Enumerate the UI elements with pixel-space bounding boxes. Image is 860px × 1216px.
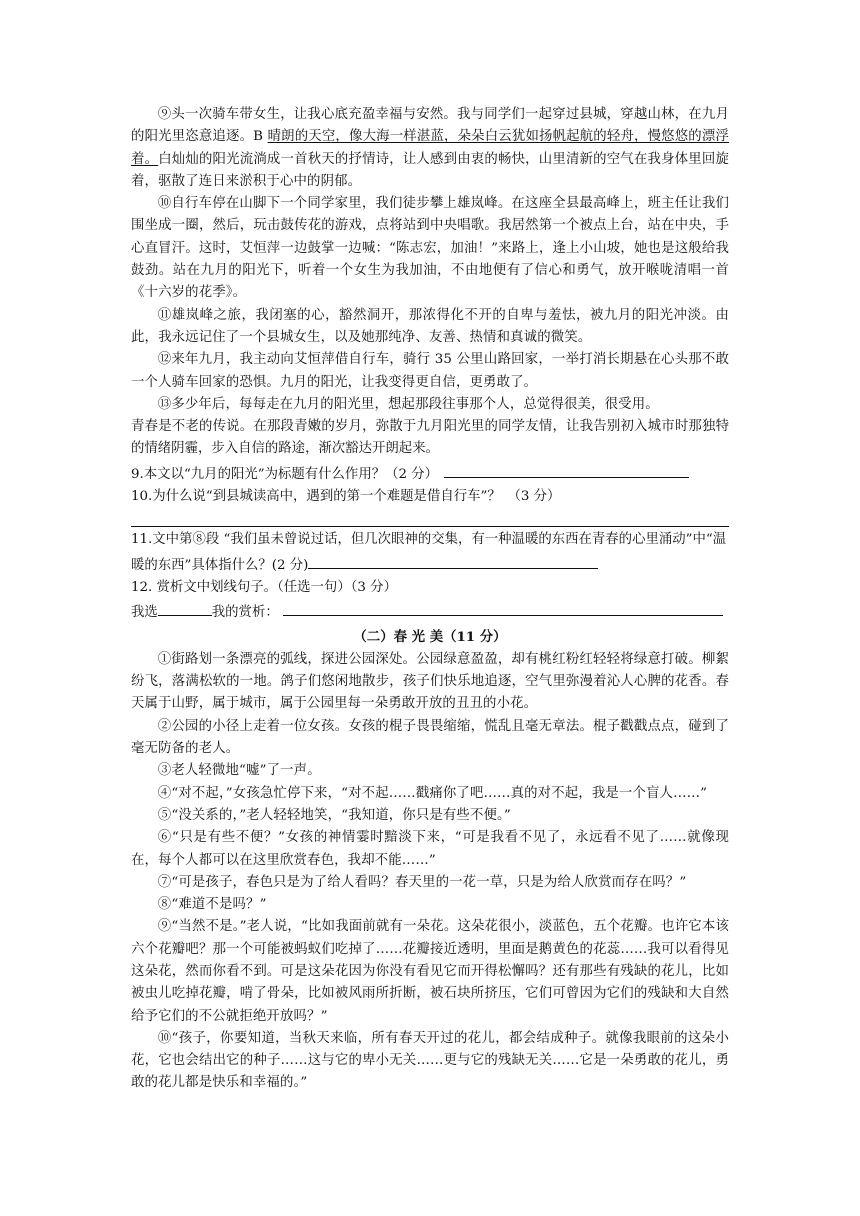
- paragraph-9: [131, 104, 729, 193]
- spring-paragraph-1: ①街路划一条漂亮的弧线，探进公园深处。公园绿意盈盈，却有桃红粉红轻轻将绿意打破。柳絮纷飞，落满松软的一地。鸽子们悠闲地散步，孩子们快乐地追逐，空气里弥漫着沁人心脾的花香。春天属于山野，属于城市，属于公园里每一朵勇敢开放的丑丑的小花。: [131, 651, 729, 712]
- question-10: 10.为什么说“到县城读高中，遇到的第一个难题是借自行车”？ （3 分）: [131, 489, 561, 505]
- section-title: （二）春 光 美（11 分）: [353, 628, 507, 645]
- paragraph-13-continued: 青春是不老的传说。在那段青嫩的岁月，弥散于九月阳光里的同学友情，让我告别初入城市时那独特的情绪阴霾，步入自信的路途，渐次豁达开朗起来。: [131, 419, 729, 457]
- underlined-sentence-b: 晴朗的天空，像大海一样湛蓝，朵朵白云犹如扬帆起航的轻舟，慢悠悠的漂浮着。: [131, 129, 729, 167]
- paragraph-12: ⑫来年九月，我主动向艾恒萍借自行车，骑行 35 公里山路回家，一举打消长期悬在心头那不敢一个人骑车回家的恐惧。九月的阳光，让我变得更自信，更勇敢了。: [131, 352, 729, 390]
- question-11-text: 11.文中第⑧段 “我们虽未曾说过话，但几次眼神的交集，有一种温暖的东西在青春的心里涌动”中“温暖的东西”具体指什么？(2 分): [131, 532, 727, 573]
- answer-blank-11[interactable]: [308, 552, 598, 569]
- spring-paragraph-8: ⑧“难道不是吗？”: [157, 897, 267, 913]
- question-12: 12. 赏析文中划线句子。（任选一句）（3 分）: [131, 579, 397, 595]
- choose-label: 我选: [131, 605, 158, 621]
- paragraph-10: ⑩自行车停在山脚下一个同学家里，我们徒步攀上雄岚峰。在这座全县最高峰上，班主任让我们围坐成一圈，然后，玩击鼓传花的游戏，点将站到中央唱歌。我居然第一个被点上台，站在中央，手心直冒汗。这时，艾恒萍一边鼓掌一边喊：“陈志宏，加油！”来路上，逢上小山坡，她也是这般给我鼓劲。站在九月的阳光下，听着一个女生为我加油，不由地便有了信心和勇气，放开喉咙清唱一首《十六岁的花季》。: [131, 196, 729, 301]
- choose-blank[interactable]: [158, 599, 212, 616]
- para9-text-b: 白灿灿的阳光流淌成一首秋天的抒情诗，让人感到由衷的畅快，山里清新的空气在我身体里回旋着，驱散了连日来淤积于心中的阴郁。: [131, 151, 729, 189]
- spring-paragraph-9: ⑨“当然不是。”老人说，“比如我面前就有一朵花。这朵花很小，淡蓝色，五个花瓣。也许它本该六个花瓣吧？那一个可能被蚂蚁们吃掉了……花瓣接近透明，里面是鹅黄色的花蕊……我可以看得见这朵花，然而你看不到。可是这朵花因为你没有看见它而开得松懈吗？还有那些有残缺的花儿，比如被虫儿吃掉花瓣，啃了骨朵，比如被风雨所折断，被石块所挤压，它们可曾因为它们的残缺和大自然给予它们的不公就拒绝开放吗？”: [131, 919, 729, 1024]
- paragraph-11: ⑪雄岚峰之旅，我闭塞的心，豁然洞开，那浓得化不开的自卑与羞怯，被九月的阳光冲淡。由此，我永远记住了一个县城女生，以及她那纯净、友善、热情和真诚的微笑。: [131, 307, 729, 345]
- spring-paragraph-5: ⑤“没关系的，”老人轻轻地笑，“我知道，你只是有些不便。”: [157, 807, 511, 823]
- question-11: [131, 529, 729, 577]
- spring-paragraph-6: ⑥“只是有些不便？”女孩的神情霎时黯淡下来，“可是我看不见了，永远看不见了……就像现在，每个人都可以在这里欣赏春色，我却不能……”: [131, 830, 729, 868]
- spring-paragraph-7: ⑦“可是孩子，春色只是为了给人看吗？春天里的一花一草，只是为给人欣赏而存在吗？”: [157, 874, 687, 890]
- paragraph-13: ⑬多少年后，每每走在九月的阳光里，想起那段往事那个人，总觉得很美，很受用。: [157, 396, 659, 412]
- spring-paragraph-2: ②公园的小径上走着一位女孩。女孩的棍子畏畏缩缩，慌乱且毫无章法。棍子戳戳点点，碰到了毫无防备的老人。: [131, 718, 729, 757]
- answer-blank-9[interactable]: [444, 461, 689, 478]
- question-12-answer-row: [131, 599, 729, 624]
- appreciation-label: 我的赏析：: [211, 605, 279, 621]
- spring-paragraph-3: ③老人轻微地“嘘”了一声。: [157, 763, 321, 779]
- text-column: [131, 104, 729, 1095]
- question-9-text: 9.本文以“九月的阳光”为标题有什么作用？（2 分）: [131, 466, 439, 482]
- appreciation-blank[interactable]: [283, 599, 723, 616]
- answer-line-10[interactable]: [131, 508, 729, 527]
- question-9: [131, 461, 729, 486]
- para9-text-a: ⑨头一次骑车带女生，让我心底充盈幸福与安然。我与同学们一起穿过县城，穿越山林，在九月的阳光里恣意追逐。B: [131, 107, 729, 145]
- spring-paragraph-4: ④“对不起，”女孩急忙停下来，“对不起……戳痛你了吧……真的对不起，我是一个盲人……”: [157, 785, 708, 801]
- spring-paragraph-10: ⑩“孩子，你要知道，当秋天来临，所有春天开过的花儿，都会结成种子。就像我眼前的这朵小花，它也会结出它的种子……这与它的卑小无关……更与它的残缺无关……它是一朵勇敢的花儿，勇敢的花儿都是快乐和幸福的。”: [131, 1030, 729, 1091]
